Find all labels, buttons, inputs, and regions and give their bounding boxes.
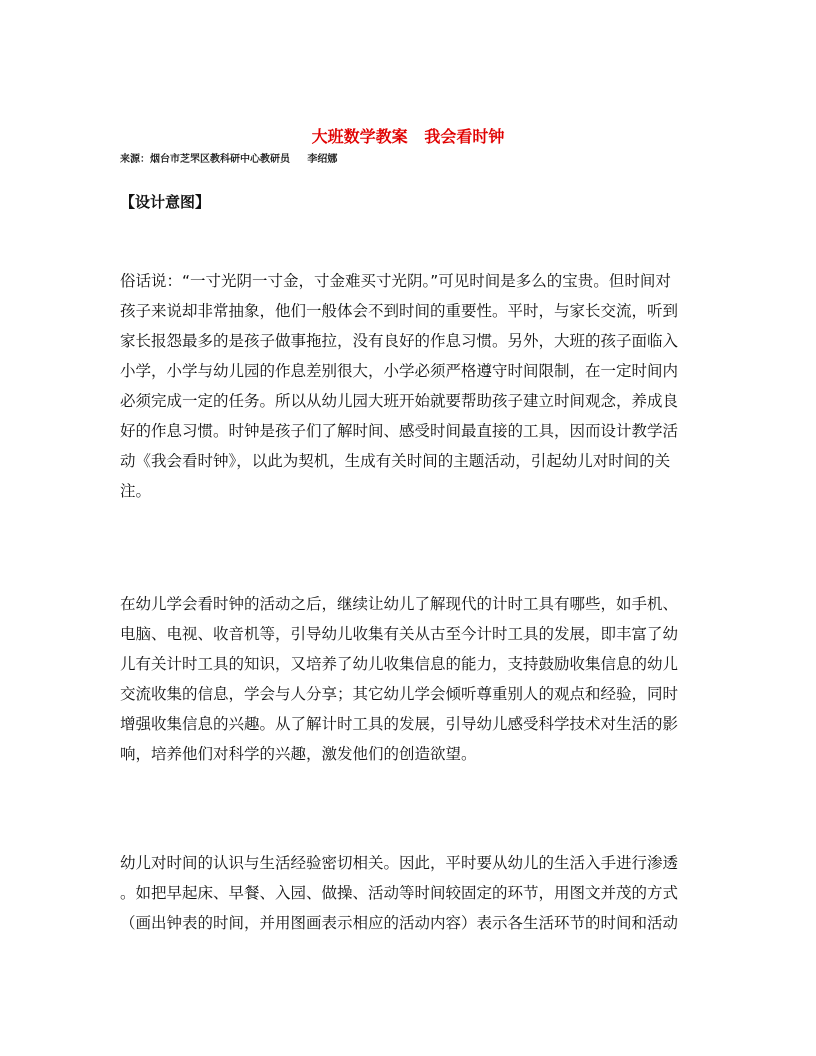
paragraph-line: 必须完成一定的任务。所以从幼儿园大班开始就要帮助孩子建立时间观念，养成良 [120, 392, 679, 410]
paragraph-line: 注。 [120, 482, 152, 500]
paragraph-line: 交流收集的信息，学会与人分享；其它幼儿学会倾听尊重别人的观点和经验，同时 [120, 685, 679, 703]
paragraph-3 [120, 848, 700, 938]
paragraph-line: 家长报怨最多的是孩子做事拖拉，没有良好的作息习惯。另外，大班的孩子面临入 [120, 332, 679, 350]
paragraph-line: 儿有关计时工具的知识，又培养了幼儿收集信息的能力，支持鼓励收集信息的幼儿 [120, 655, 679, 673]
section-heading: 【设计意图】 [120, 193, 211, 211]
paragraph-line: 增强收集信息的兴趣。从了解计时工具的发展，引导幼儿感受科学技术对生活的影 [120, 715, 679, 733]
paragraph-2 [120, 589, 700, 769]
paragraph-line: 小学，小学与幼儿园的作息差别很大，小学必须严格遵守时间限制，在一定时间内 [120, 362, 679, 380]
paragraph-line: 。如把早起床、早餐、入园、做操、活动等时间较固定的环节，用图文并茂的方式 [120, 884, 679, 902]
paragraph-line: 电脑、电视、收音机等，引导幼儿收集有关从古至今计时工具的发展，即丰富了幼 [120, 625, 679, 643]
paragraph-line: （画出钟表的时间，并用图画表示相应的活动内容）表示各生活环节的时间和活动 [120, 914, 679, 932]
paragraph-line: 幼儿对时间的认识与生活经验密切相关。因此，平时要从幼儿的生活入手进行渗透 [120, 854, 679, 872]
paragraph-line: 动《我会看时钟》，以此为契机，生成有关时间的主题活动，引起幼儿对时间的关 [120, 452, 671, 470]
paragraph-line: 好的作息习惯。时钟是孩子们了解时间、感受时间最直接的工具，因而设计教学活 [120, 422, 679, 440]
paragraph-line: 孩子来说却非常抽象，他们一般体会不到时间的重要性。平时，与家长交流，听到 [120, 302, 679, 320]
paragraph-line: 响，培养他们对科学的兴趣，激发他们的创造欲望。 [120, 745, 477, 763]
paragraph-line: 俗话说：“一寸光阴一寸金，寸金难买寸光阴。”可见时间是多么的宝贵。但时间对 [120, 272, 671, 290]
document-source: 来源：烟台市芝罘区教科研中心教研员 李绍娜 [120, 154, 338, 165]
paragraph-1 [120, 266, 700, 506]
paragraph-line: 在幼儿学会看时钟的活动之后，继续让幼儿了解现代的计时工具有哪些，如手机、 [120, 595, 679, 613]
document-title: 大班数学教案 我会看时钟 [311, 127, 505, 146]
